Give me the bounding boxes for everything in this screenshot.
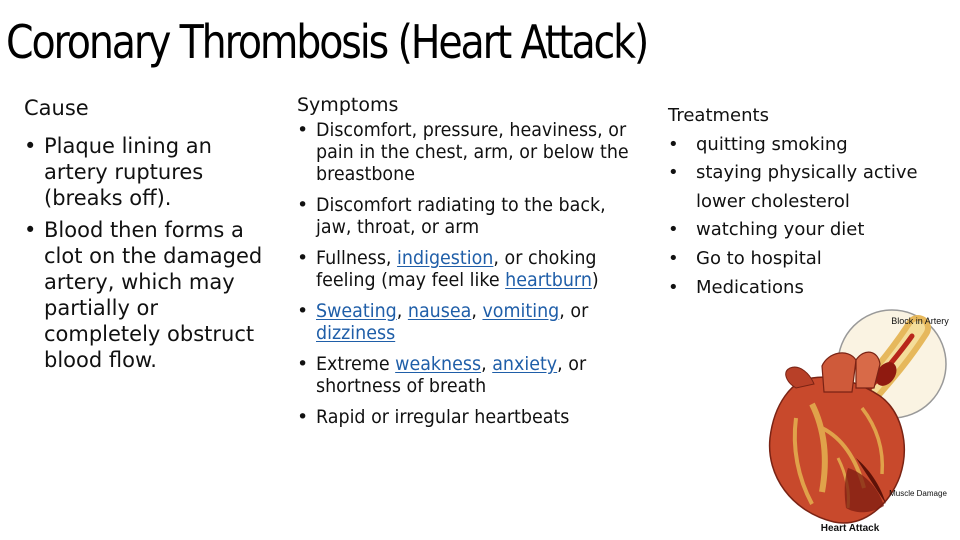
symptom-item <box>297 406 657 428</box>
symptom-text-part: , <box>471 300 483 322</box>
symptom-text <box>316 194 630 238</box>
symptom-text <box>316 119 630 185</box>
bullet-icon: • <box>297 353 309 375</box>
bullet-icon: • <box>297 194 309 216</box>
symptom-item <box>297 194 657 238</box>
symptom-text-part: Fullness, <box>316 247 398 269</box>
symptoms-heading: Symptoms <box>297 94 399 116</box>
treatment-item <box>668 159 958 216</box>
figure-caption: Heart Attack <box>820 523 880 534</box>
link-dizziness[interactable]: dizziness <box>316 322 396 344</box>
bullet-icon: • <box>668 219 679 241</box>
cause-item-text: Plaque lining an artery ruptures (breaks off). <box>44 134 212 210</box>
symptom-text-part: , or choking feeling (may feel like <box>316 247 597 291</box>
symptom-text-part: , or shortness of breath <box>316 353 587 397</box>
bullet-icon: • <box>24 134 37 158</box>
bullet-icon: • <box>297 119 309 141</box>
link-sweating[interactable]: Sweating <box>316 300 397 322</box>
treatment-item <box>668 274 958 303</box>
link-heartburn[interactable]: heartburn <box>505 269 592 291</box>
symptom-text-part: ) <box>591 269 599 291</box>
treatment-item-text: quitting smoking <box>696 133 848 155</box>
cause-list <box>24 133 274 373</box>
symptom-item <box>297 247 657 291</box>
symptoms-section <box>297 94 657 437</box>
symptom-item <box>297 119 657 185</box>
treatments-heading: Treatments <box>668 105 769 126</box>
bullet-icon: • <box>297 300 309 322</box>
bullet-icon: • <box>668 162 679 184</box>
symptom-text-part: Discomfort, pressure, heaviness, or pain in the chest, arm, or below the breastbone <box>316 119 629 185</box>
symptom-text-part: Discomfort radiating to the back, jaw, throat, or arm <box>316 194 606 238</box>
cause-item <box>24 217 274 373</box>
bullet-icon: • <box>668 247 679 269</box>
label-block-in-artery: Block in Artery <box>891 316 949 326</box>
symptom-text-part: , <box>396 300 408 322</box>
symptom-text <box>316 300 630 344</box>
treatment-item <box>668 216 958 245</box>
treatments-list <box>668 131 958 303</box>
link-weakness[interactable]: weakness <box>395 353 482 375</box>
symptom-text-part: Extreme <box>316 353 396 375</box>
link-indigestion[interactable]: indigestion <box>397 247 494 269</box>
label-muscle-damage: Muscle Damage <box>889 489 947 498</box>
cause-item <box>24 133 274 211</box>
slide-title: Coronary Thrombosis (Heart Attack) <box>6 15 648 69</box>
bullet-icon: • <box>668 133 679 155</box>
heart-attack-illustration <box>752 308 952 536</box>
link-nausea[interactable]: nausea <box>407 300 472 322</box>
bullet-icon: • <box>297 247 309 269</box>
symptom-text <box>316 247 630 291</box>
symptom-item <box>297 353 657 397</box>
symptom-text-part: , or <box>559 300 589 322</box>
treatment-item-text: Medications <box>696 276 804 298</box>
bullet-icon: • <box>297 406 309 428</box>
symptom-text <box>316 353 630 397</box>
treatments-section <box>668 102 958 302</box>
bullet-icon: • <box>24 218 37 242</box>
treatment-item-text: watching your diet <box>696 219 865 241</box>
cause-item-text: Blood then forms a clot on the damaged artery, which may partially or completely obstruct blood flow. <box>44 218 263 372</box>
link-anxiety[interactable]: anxiety <box>492 353 558 375</box>
symptoms-list <box>297 119 657 428</box>
link-vomiting[interactable]: vomiting <box>482 300 560 322</box>
cause-section <box>24 95 274 379</box>
treatment-item <box>668 245 958 274</box>
symptom-text-part: Rapid or irregular heartbeats <box>316 406 570 428</box>
treatment-item-text: Go to hospital <box>696 247 822 269</box>
cause-heading: Cause <box>24 96 89 120</box>
symptom-item <box>297 300 657 344</box>
symptom-text <box>316 406 630 428</box>
bullet-icon: • <box>668 276 679 298</box>
symptom-text-part: , <box>481 353 493 375</box>
treatment-item-text: staying physically active lower cholesterol <box>696 162 918 212</box>
treatment-item <box>668 131 958 160</box>
